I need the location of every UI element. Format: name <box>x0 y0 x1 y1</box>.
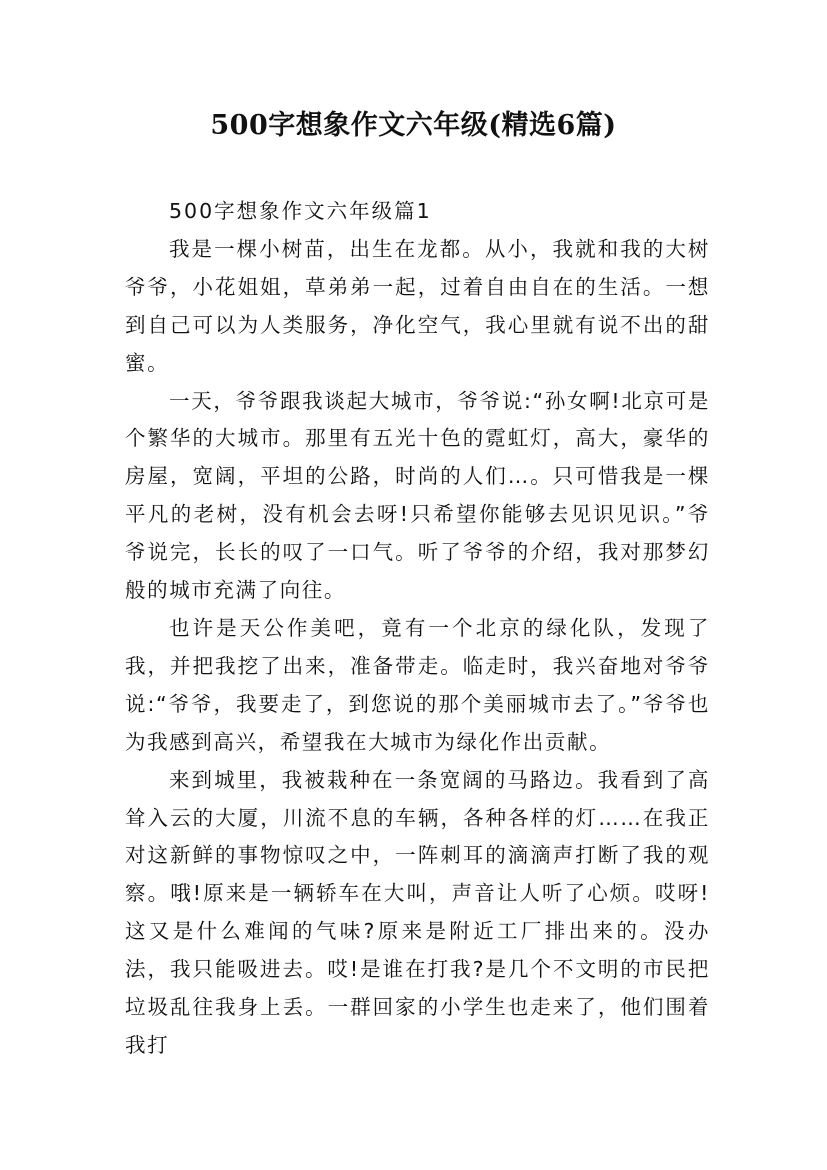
section-heading: 500字想象作文六年级篇1 <box>169 199 432 223</box>
paragraph-4: 来到城里，我被栽种在一条宽阔的马路边。我看到了高耸入云的大厦，川流不息的车辆，各种各样的灯……在我正对这新鲜的事物惊叹之中，一阵刺耳的滴滴声打断了我的观察。哦!原来是一辆轿车在大叫，声音让人听了心烦。哎呀!这又是什么难闻的气味?原来是附近工厂排出来的。没办法，我只能吸进去。哎!是谁在打我?是几个不文明的市民把垃圾乱往我身上丢。一群回家的小学生也走来了，他们围着我打 <box>125 767 710 1057</box>
paragraph-3: 也许是天公作美吧，竟有一个北京的绿化队，发现了我，并把我挖了出来，准备带走。临走时，我兴奋地对爷爷说:“爷爷，我要走了，到您说的那个美丽城市去了。”爷爷也为我感到高兴，希望我在大城市为绿化作出贡献。 <box>125 615 710 754</box>
paragraph-2: 一天，爷爷跟我谈起大城市，爷爷说:“孙女啊!北京可是个繁华的大城市。那里有五光十色的霓虹灯，高大，豪华的房屋，宽阔，平坦的公路，时尚的人们…。只可惜我是一棵平凡的老树，没有机会去呀!只希望你能够去见识见识。”爷爷说完，长长的叹了一口气。听了爷爷的介绍，我对那梦幻般的城市充满了向往。 <box>125 388 710 603</box>
document-title: 500字想象作文六年级(精选6篇) <box>210 110 617 141</box>
paragraph-1: 我是一棵小树苗，出生在龙都。从小，我就和我的大树爷爷，小花姐姐，草弟弟一起，过着自由自在的生活。一想到自己可以为人类服务，净化空气，我心里就有说不出的甜蜜。 <box>125 236 710 375</box>
document-body <box>125 193 710 1065</box>
